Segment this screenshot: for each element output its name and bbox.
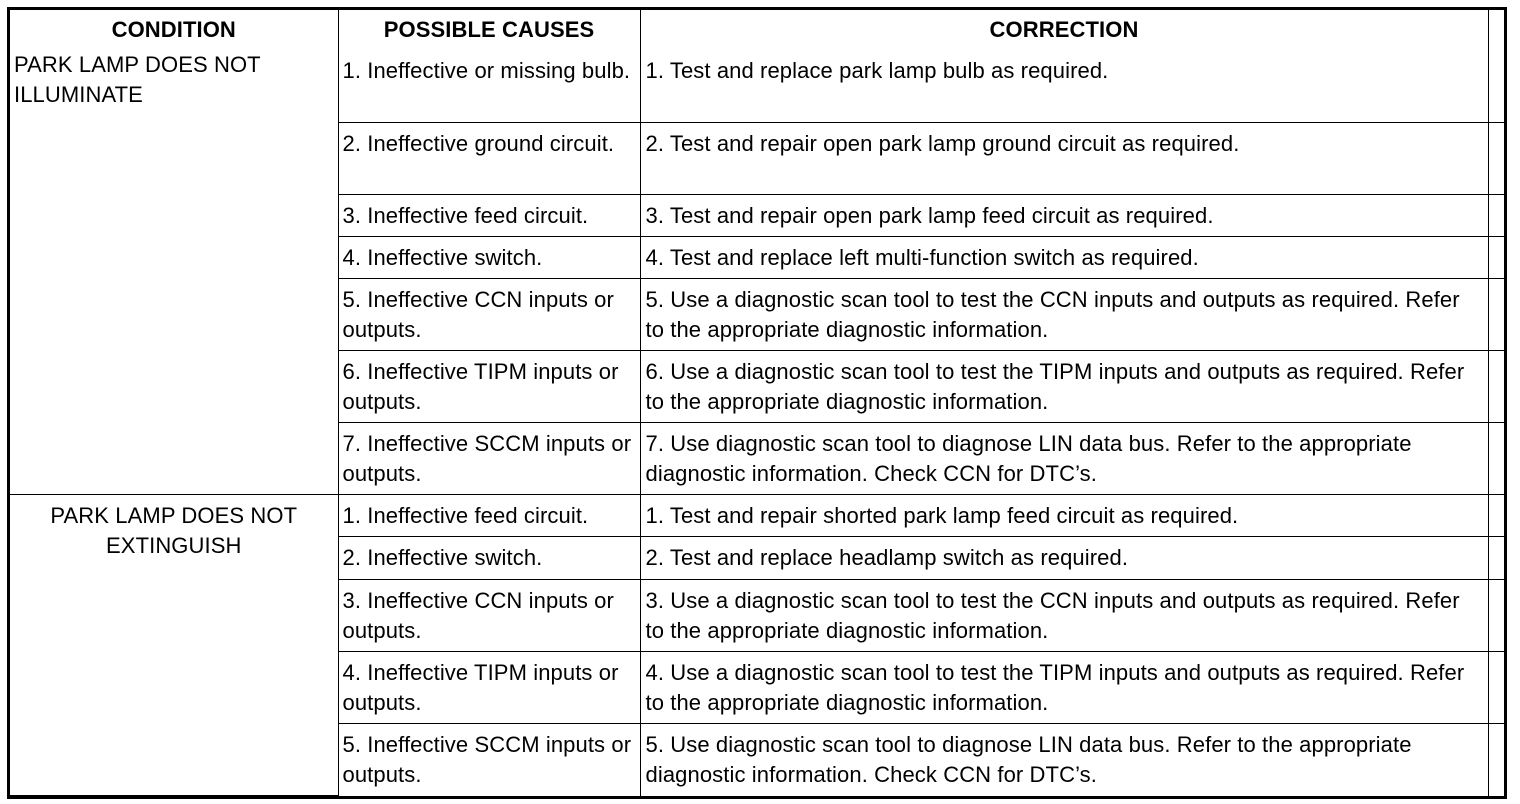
cause-cell (338, 236, 640, 278)
correction-text: 3. Use a diagnostic scan tool to test the CCN inputs and outputs as required. Refer to the appropriate diagnostic information. (645, 587, 1460, 643)
spacer-cell (1488, 537, 1504, 579)
spacer-cell (1488, 423, 1504, 495)
table-row (10, 50, 1504, 122)
cause-text: 5. Ineffective CCN inputs or outputs. (342, 286, 614, 342)
header-correction: CORRECTION (640, 10, 1488, 50)
correction-text: 3. Test and repair open park lamp feed circuit as required. (645, 202, 1214, 228)
correction-cell (640, 537, 1488, 579)
header-row (10, 10, 1504, 50)
cause-text: 1. Ineffective feed circuit. (342, 503, 589, 529)
correction-cell (640, 651, 1488, 723)
cause-cell (338, 50, 640, 122)
correction-text: 5. Use diagnostic scan tool to diagnose LIN data bus. Refer to the appropriate diagnostic information. Check CCN for DTC’s. (645, 731, 1412, 787)
correction-cell (640, 122, 1488, 194)
spacer-cell (1488, 351, 1504, 423)
correction-text: 2. Test and repair open park lamp ground circuit as required. (645, 130, 1240, 156)
spacer-cell (1488, 122, 1504, 194)
cause-cell (338, 423, 640, 495)
cause-text: 1. Ineffective or missing bulb. (342, 58, 631, 83)
condition-cell (10, 50, 338, 495)
cause-cell (338, 495, 640, 537)
correction-cell (640, 495, 1488, 537)
cause-text: 3. Ineffective CCN inputs or outputs. (342, 587, 614, 643)
correction-cell (640, 351, 1488, 423)
spacer-cell (1488, 651, 1504, 723)
correction-text: 1. Test and replace park lamp bulb as required. (645, 58, 1109, 83)
correction-text: 6. Use a diagnostic scan tool to test the TIPM inputs and outputs as required. Refer to the appropriate diagnostic information. (645, 359, 1465, 415)
header-condition: CONDITION (10, 10, 338, 50)
cause-cell (338, 723, 640, 795)
diagnostic-table (10, 10, 1504, 796)
correction-text: 5. Use a diagnostic scan tool to test the CCN inputs and outputs as required. Refer to the appropriate diagnostic information. (645, 286, 1460, 342)
spacer-cell (1488, 194, 1504, 236)
condition-cell (10, 495, 338, 796)
cause-cell (338, 351, 640, 423)
spacer-cell (1488, 495, 1504, 537)
spacer-cell (1488, 236, 1504, 278)
correction-cell (640, 579, 1488, 651)
cause-text: 4. Ineffective TIPM inputs or outputs. (342, 659, 619, 715)
correction-text: 4. Test and replace left multi-function switch as required. (645, 244, 1199, 270)
cause-cell (338, 651, 640, 723)
cause-cell (338, 579, 640, 651)
header-possible-causes: POSSIBLE CAUSES (338, 10, 640, 50)
diagnostic-table-frame (7, 7, 1507, 799)
cause-cell (338, 537, 640, 579)
correction-cell (640, 236, 1488, 278)
correction-cell (640, 423, 1488, 495)
spacer-cell (1488, 278, 1504, 350)
header-spacer (1488, 10, 1504, 50)
cause-text: 6. Ineffective TIPM inputs or outputs. (342, 359, 619, 415)
cause-cell (338, 122, 640, 194)
correction-cell (640, 194, 1488, 236)
cause-text: 3. Ineffective feed circuit. (342, 202, 589, 228)
spacer-cell (1488, 723, 1504, 795)
cause-text: 5. Ineffective SCCM inputs or outputs. (342, 731, 632, 787)
cause-text: 4. Ineffective switch. (342, 244, 543, 270)
spacer-cell (1488, 50, 1504, 122)
condition-text: PARK LAMP DOES NOT EXTINGUISH (50, 503, 298, 559)
condition-text: PARK LAMP DOES NOT ILLUMINATE (14, 52, 261, 107)
spacer-cell (1488, 579, 1504, 651)
correction-text: 2. Test and replace headlamp switch as required. (645, 545, 1129, 571)
correction-text: 1. Test and repair shorted park lamp feed circuit as required. (645, 503, 1239, 529)
table-row (10, 495, 1504, 537)
cause-text: 2. Ineffective ground circuit. (342, 130, 615, 156)
correction-text: 4. Use a diagnostic scan tool to test the TIPM inputs and outputs as required. Refer to the appropriate diagnostic information. (645, 659, 1465, 715)
correction-cell (640, 50, 1488, 122)
cause-text: 2. Ineffective switch. (342, 545, 543, 571)
cause-cell (338, 194, 640, 236)
correction-cell (640, 278, 1488, 350)
correction-cell (640, 723, 1488, 795)
correction-text: 7. Use diagnostic scan tool to diagnose LIN data bus. Refer to the appropriate diagnostic information. Check CCN for DTC’s. (645, 431, 1412, 487)
cause-text: 7. Ineffective SCCM inputs or outputs. (342, 431, 632, 487)
cause-cell (338, 278, 640, 350)
